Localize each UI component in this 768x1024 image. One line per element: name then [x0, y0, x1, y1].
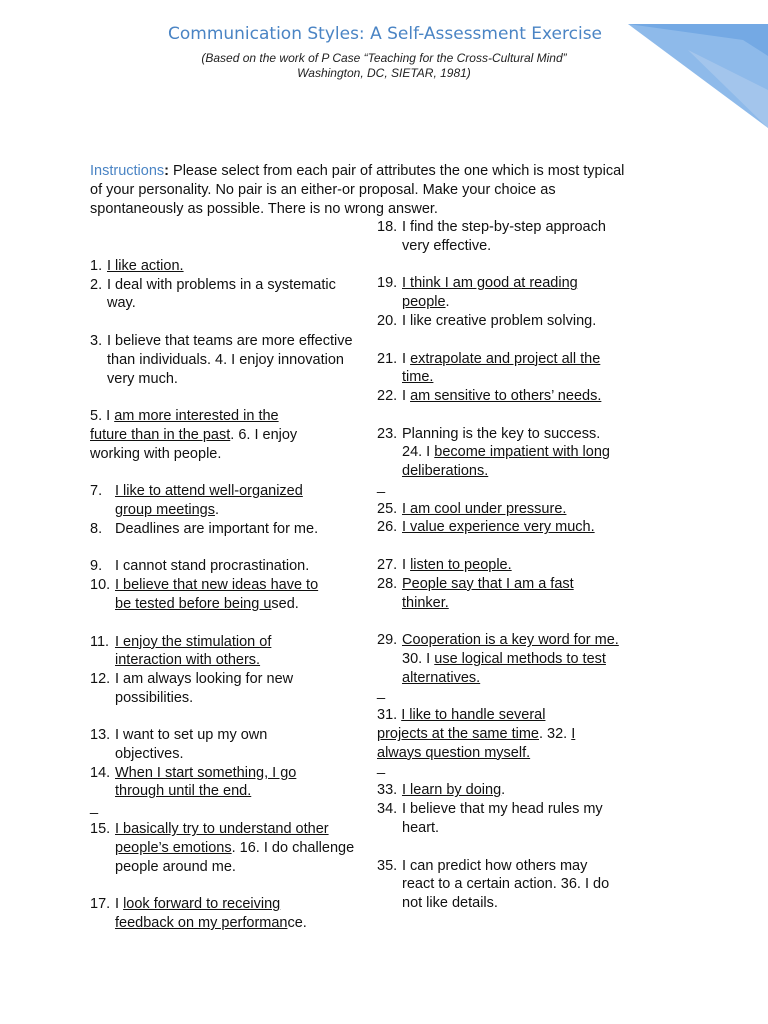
item-number: 31.: [377, 707, 402, 724]
list-item: [90, 820, 360, 876]
item-number: 8.: [90, 520, 103, 537]
item-number: 29.: [377, 632, 398, 649]
instructions-colon: :: [164, 163, 169, 179]
list-item: [90, 576, 360, 613]
stray-underline-mark: _: [90, 799, 99, 816]
item-number: 7.: [90, 483, 103, 500]
list-item: [90, 764, 360, 801]
item-text: I basically try to understand other people’s emotions. 16. I do challenge people around me.: [115, 821, 355, 875]
list-item: [90, 726, 360, 763]
list-item: 5. I am more interested in the future than in the past. 6. I enjoy working with people.: [90, 408, 298, 462]
item-number: 18.: [377, 219, 398, 235]
stray-underline-mark: _: [377, 477, 386, 494]
list-item: [377, 350, 627, 387]
item-text: I like to attend well-organized group meetings.: [115, 483, 303, 519]
item-text: Planning is the key to success. 24. I become impatient with long deliberations.: [402, 425, 610, 480]
item-number: 26.: [377, 519, 398, 536]
instructions-paragraph: [90, 162, 640, 219]
page-subtitle: [160, 51, 608, 81]
item-text: I like action.: [107, 258, 184, 274]
item-number: 14.: [90, 764, 111, 781]
item-text: Cooperation is a key word for me. 30. I use logical methods to test alternatives.: [402, 632, 619, 686]
item-text: I am always looking for new possibilities.: [115, 670, 294, 706]
list-item: [377, 387, 627, 406]
instructions-text: Please select from each pair of attributes the one which is most typical of your personality. No pair is an either-or proposal. Make your choice as spontaneously as possible. There is no wrong answer.: [90, 163, 625, 217]
list-item: [377, 518, 627, 537]
item-text: I extrapolate and project all the time.: [402, 350, 601, 386]
item-number: 28.: [377, 575, 398, 592]
item-number: 22.: [377, 387, 398, 404]
list-item: [377, 218, 627, 255]
item-text: I cannot stand procrastination.: [115, 558, 310, 575]
item-number: 9.: [90, 558, 103, 575]
item-text: I deal with problems in a systematic way.: [107, 276, 336, 312]
item-text: I value experience very much.: [402, 519, 595, 536]
item-number: 21.: [377, 350, 398, 367]
item-number: 19.: [377, 275, 398, 292]
page-title: Communication Styles: A Self-Assessment Exercise: [167, 24, 603, 44]
list-item: [377, 500, 627, 519]
item-text: I look forward to receiving feedback on my performance.: [115, 896, 307, 931]
instructions-lead: Instructions: [90, 163, 165, 179]
list-item: [90, 276, 360, 313]
list-item: [90, 520, 360, 539]
item-number: 23.: [377, 425, 398, 442]
item-text: I am sensitive to others’ needs.: [402, 387, 602, 404]
subtitle-line-1: (Based on the work of P Case “Teaching for the Cross-Cultural Mind”: [201, 51, 567, 65]
corner-decoration: [598, 0, 768, 130]
item-number: 5. I: [90, 408, 115, 425]
item-text: I think I am good at reading people.: [402, 275, 578, 311]
item-text: I believe that new ideas have to be tested before being used.: [115, 577, 319, 612]
item-number: 34.: [377, 801, 398, 818]
list-item: 31. I like to handle several projects at the same time. 32. I always question myself.: [377, 707, 576, 761]
item-number: 2.: [90, 276, 103, 293]
item-text: I find the step-by-step approach very effective.: [402, 219, 606, 254]
item-number: 35.: [377, 857, 398, 874]
stray-underline-mark: _: [377, 684, 386, 701]
list-item: [377, 274, 627, 311]
list-item: [377, 425, 627, 481]
list-item: [377, 857, 627, 913]
item-number: 15.: [90, 821, 111, 838]
left-column: [90, 257, 360, 933]
list-item: [377, 556, 627, 575]
item-number: 3.: [90, 333, 103, 350]
item-number: 33.: [377, 782, 398, 799]
item-text: Deadlines are important for me.: [115, 520, 319, 537]
list-item: [377, 631, 627, 687]
item-number: 27.: [377, 557, 398, 574]
list-item: [90, 557, 360, 576]
corner-shape-mid: [628, 24, 768, 128]
item-text: I believe that my head rules my heart.: [402, 801, 603, 836]
item-number: 10.: [90, 577, 111, 594]
right-column: [377, 218, 627, 913]
item-text: I learn by doing.: [402, 782, 506, 799]
list-item: [377, 781, 627, 800]
item-text: When I start something, I go through until the end.: [115, 764, 297, 800]
list-item: [90, 332, 360, 388]
list-item: [377, 575, 627, 612]
list-item: [90, 670, 360, 707]
item-number: 13.: [90, 727, 111, 744]
item-number: 11.: [90, 633, 110, 650]
item-text: I can predict how others may react to a certain action. 36. I do not like details.: [402, 857, 610, 911]
item-number: 25.: [377, 500, 398, 517]
item-number: 20.: [377, 312, 398, 329]
subtitle-line-2: Washington, DC, SIETAR, 1981): [297, 66, 471, 80]
stray-underline-mark: _: [377, 759, 386, 776]
list-item: [90, 257, 360, 276]
item-text: I like creative problem solving.: [402, 312, 597, 329]
item-text: I believe that teams are more effective than individuals. 4. I enjoy innovation very much.: [107, 333, 353, 387]
list-item: [90, 633, 360, 670]
item-text: I listen to people.: [402, 557, 512, 574]
item-text: People say that I am a fast thinker.: [402, 575, 574, 611]
item-number: 17.: [90, 896, 111, 913]
item-text: I enjoy the stimulation of interaction with others.: [115, 633, 272, 669]
item-number: 12.: [90, 670, 111, 687]
list-item: [377, 800, 627, 837]
list-item: [377, 312, 627, 331]
item-number: 1.: [90, 258, 103, 274]
list-item: [90, 895, 360, 932]
list-item: [90, 482, 360, 519]
item-text: I want to set up my own objectives.: [115, 727, 268, 763]
item-text: I am cool under pressure.: [402, 500, 567, 517]
